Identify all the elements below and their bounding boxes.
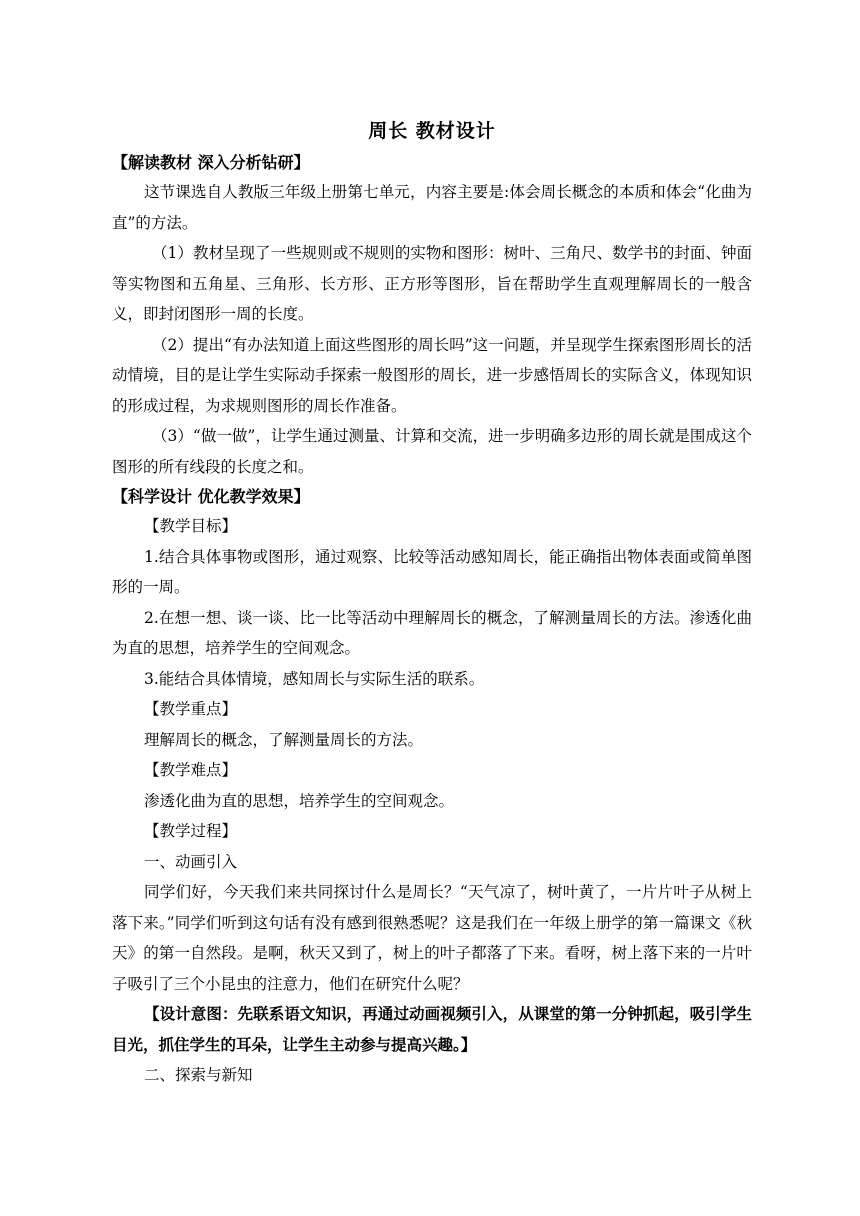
- teaching-goal-1: 1.结合具体事物或图形，通过观察、比较等活动感知周长，能正确指出物体表面或简单图形的一周。: [112, 547, 752, 596]
- paragraph-point-1: （1）教材呈现了一些规则或不规则的实物和图形：树叶、三角尺、数学书的封面、钟面等实物图和五角星、三角形、长方形、正方形等图形，旨在帮助学生直观理解周长的一般含义，即封闭图形一周的长度。: [112, 244, 752, 323]
- teaching-goal-3: 3.能结合具体情境，感知周长与实际生活的联系。: [144, 669, 485, 688]
- process-step-2: 二、探索与新知: [144, 1066, 253, 1084]
- section-heading-interpret: 【解读教材 深入分析钻研】: [112, 153, 310, 172]
- teaching-goals-label: 【教学目标】: [144, 517, 238, 535]
- teaching-difficulty-text: 渗透化曲为直的思想，培养学生的空间观念。: [144, 791, 455, 810]
- process-step-1: 一、动画引入: [144, 852, 238, 871]
- teaching-process-label: 【教学过程】: [144, 822, 238, 840]
- teaching-key-text: 理解周长的概念，了解测量周长的方法。: [144, 730, 424, 749]
- section-heading-design: 【科学设计 优化教学效果】: [112, 487, 310, 506]
- document-body: [112, 118, 752, 1091]
- paragraph-point-2: （2）提出“有办法知道上面这些图形的周长吗”这一问题，并呈现学生探索图形周长的活动情境，目的是让学生实际动手探索一般图形的周长，进一步感悟周长的实际含义，体现知识的形成过程，为求规则图形的周长作准备。: [112, 335, 752, 415]
- design-intent: 【设计意图：先联系语文知识，再通过动画视频引入，从课堂的第一分钟抓起，吸引学生目光，抓住学生的耳朵，让学生主动参与提高兴趣。】: [112, 1004, 752, 1054]
- paragraph-intro: 这节课选自人教版三年级上册第七单元，内容主要是:体会周长概念的本质和体会“化曲为直”的方法。: [112, 183, 752, 232]
- teaching-key-label: 【教学重点】: [144, 700, 238, 718]
- document-title: 周长 教材设计: [368, 120, 496, 142]
- paragraph-point-3: （3）“做一做”，让学生通过测量、计算和交流，进一步明确多边形的周长就是围成这个图形的所有线段的长度之和。: [112, 427, 752, 476]
- teaching-difficulty-label: 【教学难点】: [144, 761, 238, 779]
- teaching-goal-2: 2.在想一想、谈一谈、比一比等活动中理解周长的概念，了解测量周长的方法。渗透化曲为直的思想，培养学生的空间观念。: [112, 608, 752, 657]
- process-intro-text: 同学们好，今天我们来共同探讨什么是周长？“天气凉了，树叶黄了，一片片叶子从树上落下来。”同学们听到这句话有没有感到很熟悉呢？这是我们在一年级上册学的第一篇课文《秋天》的第一自然段。是啊，秋天又到了，树上的叶子都落了下来。看呀，树上落下来的一片叶子吸引了三个小昆虫的注意力，他们在研究什么呢？: [112, 883, 752, 993]
